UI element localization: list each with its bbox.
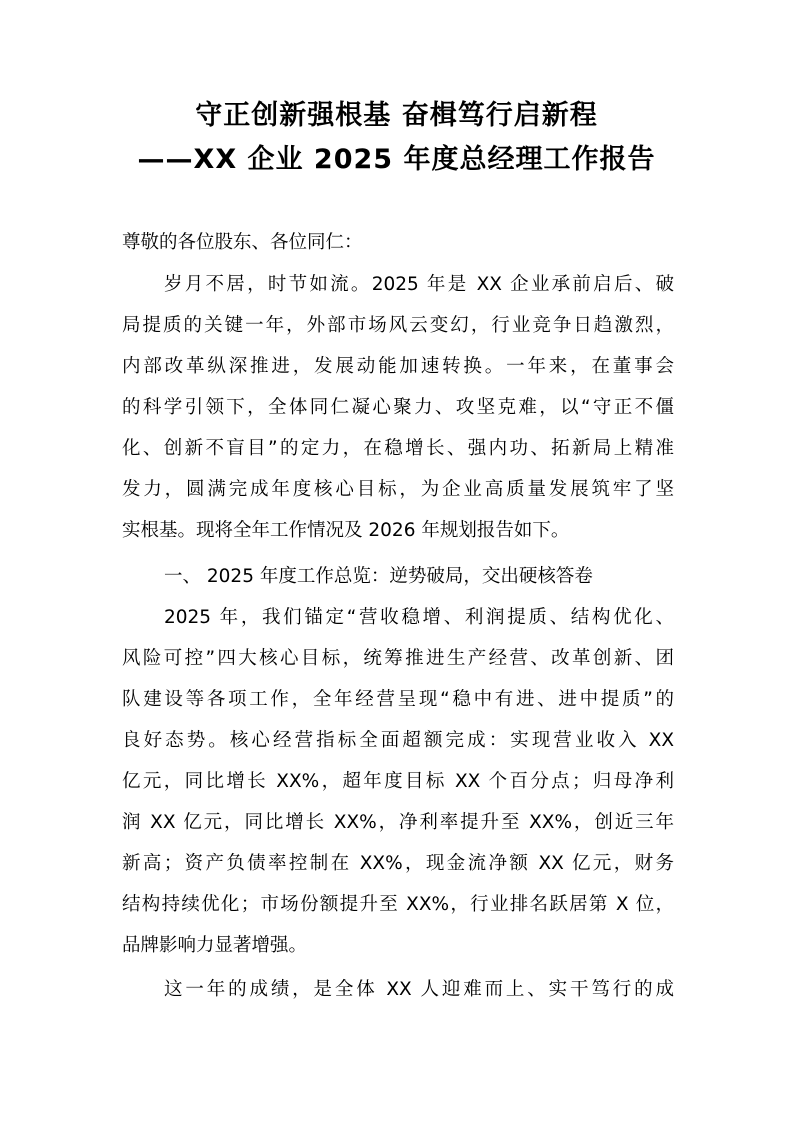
body-line: 局提质的关键一年，外部市场风云变幻，行业竞争日趋激烈， bbox=[122, 315, 674, 336]
body-line: 良好态势。核心经营指标全面超额完成：实现营业收入 XX bbox=[122, 730, 674, 751]
section-heading: 一、 2025 年度工作总览：逆势破局，交出硬核答卷 bbox=[164, 566, 593, 587]
report-subtitle: ——XX 企业 2025 年度总经理工作报告 bbox=[137, 144, 656, 175]
body-line: 品牌影响力显著增强。 bbox=[122, 935, 308, 956]
body-line: 润 XX 亿元，同比增长 XX%，净利率提升至 XX%，创近三年 bbox=[122, 812, 674, 833]
body-line: 结构持续优化；市场份额提升至 XX%，行业排名跃居第 X 位， bbox=[122, 894, 674, 915]
body-line: 队建设等各项工作，全年经营呈现“稳中有进、进中提质”的 bbox=[122, 689, 674, 710]
body-line: 新高；资产负债率控制在 XX%，现金流净额 XX 亿元，财务 bbox=[122, 853, 674, 874]
report-title: 守正创新强根基 奋楫笃行启新程 bbox=[195, 100, 598, 131]
body-line: 风险可控”四大核心目标，统筹推进生产经营、改革创新、团 bbox=[122, 648, 674, 669]
salutation: 尊敬的各位股东、各位同仁： bbox=[122, 232, 363, 253]
body-line: 亿元，同比增长 XX%，超年度目标 XX 个百分点；归母净利 bbox=[122, 771, 674, 792]
body-line: 2025 年，我们锚定“营收稳增、利润提质、结构优化、 bbox=[164, 607, 674, 628]
body-line: 这一年的成绩，是全体 XX 人迎难而上、实干笃行的成 bbox=[164, 979, 674, 1000]
body-line: 的科学引领下，全体同仁凝心聚力、攻坚克难，以“守正不僵 bbox=[122, 397, 674, 418]
body-line: 发力，圆满完成年度核心目标，为企业高质量发展筑牢了坚 bbox=[122, 479, 674, 500]
body-line: 岁月不居，时节如流。2025 年是 XX 企业承前启后、破 bbox=[164, 274, 674, 295]
body-line: 实根基。现将全年工作情况及 2026 年规划报告如下。 bbox=[122, 520, 570, 541]
body-line: 化、创新不盲目”的定力，在稳增长、强内功、拓新局上精准 bbox=[122, 438, 674, 459]
body-line: 内部改革纵深推进，发展动能加速转换。一年来，在董事会 bbox=[122, 356, 674, 377]
